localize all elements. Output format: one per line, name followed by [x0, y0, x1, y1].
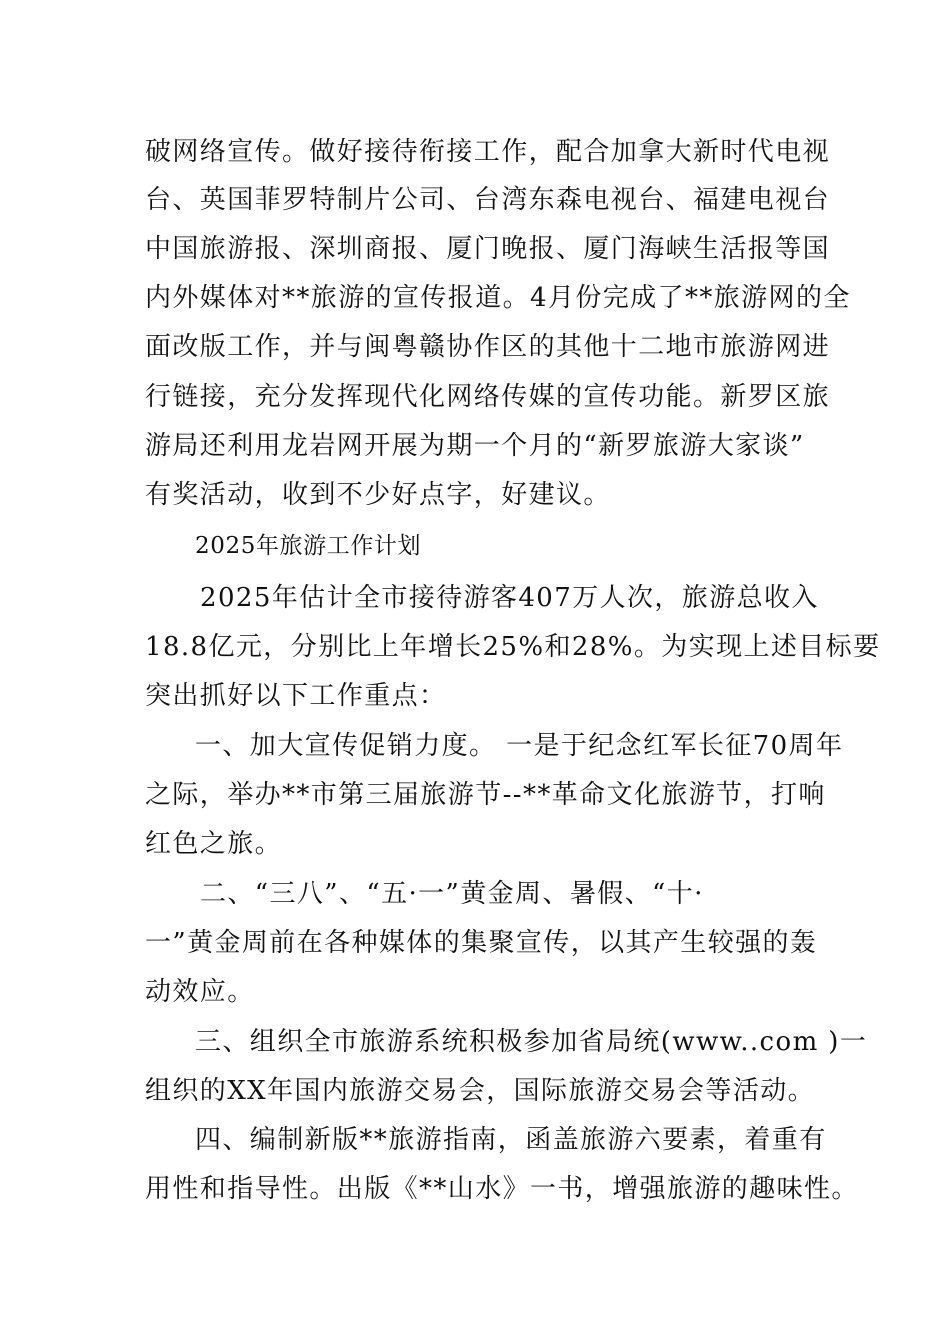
- section-heading: 2025年旅游工作计划: [195, 533, 422, 559]
- text-line: 面改版工作，并与闽粤赣协作区的其他十二地市旅游网进: [145, 332, 831, 362]
- text-line: 一”黄金周前在各种媒体的集聚宣传，以其产生较强的轰: [145, 928, 818, 958]
- text-line: 组织的XX年国内旅游交易会，国际旅游交易会等活动。: [145, 1076, 816, 1106]
- text-line: 有奖活动，收到不少好点字，好建议。: [145, 480, 611, 510]
- text-line: 2025年估计全市接待游客407万人次，旅游总收入: [200, 583, 819, 613]
- text-line: 游局还利用龙岩网开展为期一个月的“新罗旅游大家谈”: [145, 431, 805, 461]
- text-line: 动效应。: [145, 977, 255, 1007]
- text-line: 之际，举办**市第三届旅游节--**革命文化旅游节，打响: [145, 780, 826, 810]
- text-line: 用性和指导性。出版《**山水》一书，增强旅游的趣味性。: [145, 1174, 859, 1204]
- text-line: 突出抓好以下工作重点：: [145, 681, 447, 711]
- text-line: 红色之旅。: [145, 829, 283, 859]
- text-line: 四、编制新版**旅游指南，函盖旅游六要素，着重有: [195, 1125, 827, 1155]
- text-line: 中国旅游报、深圳商报、厦门晚报、厦门海峡生活报等国: [145, 234, 831, 264]
- text-line: 一、加大宣传促销力度。 一是于纪念红军长征70周年: [195, 731, 844, 761]
- text-line: 行链接，充分发挥现代化网络传媒的宣传功能。新罗区旅: [145, 382, 831, 412]
- text-line: 内外媒体对**旅游的宣传报道。4月份完成了**旅游网的全: [145, 283, 851, 313]
- text-line: 18.8亿元，分别比上年增长25%和28%。为实现上述目标要: [145, 632, 881, 662]
- text-line: 破网络宣传。做好接待衔接工作，配合加拿大新时代电视: [145, 137, 831, 167]
- text-line: 三、组织全市旅游系统积极参加省局统(www..com )一: [195, 1027, 868, 1057]
- text-line: 二、“三八”、“五·一”黄金周、暑假、“十·: [200, 879, 704, 909]
- text-line: 台、英国菲罗特制片公司、台湾东森电视台、福建电视台: [145, 185, 831, 215]
